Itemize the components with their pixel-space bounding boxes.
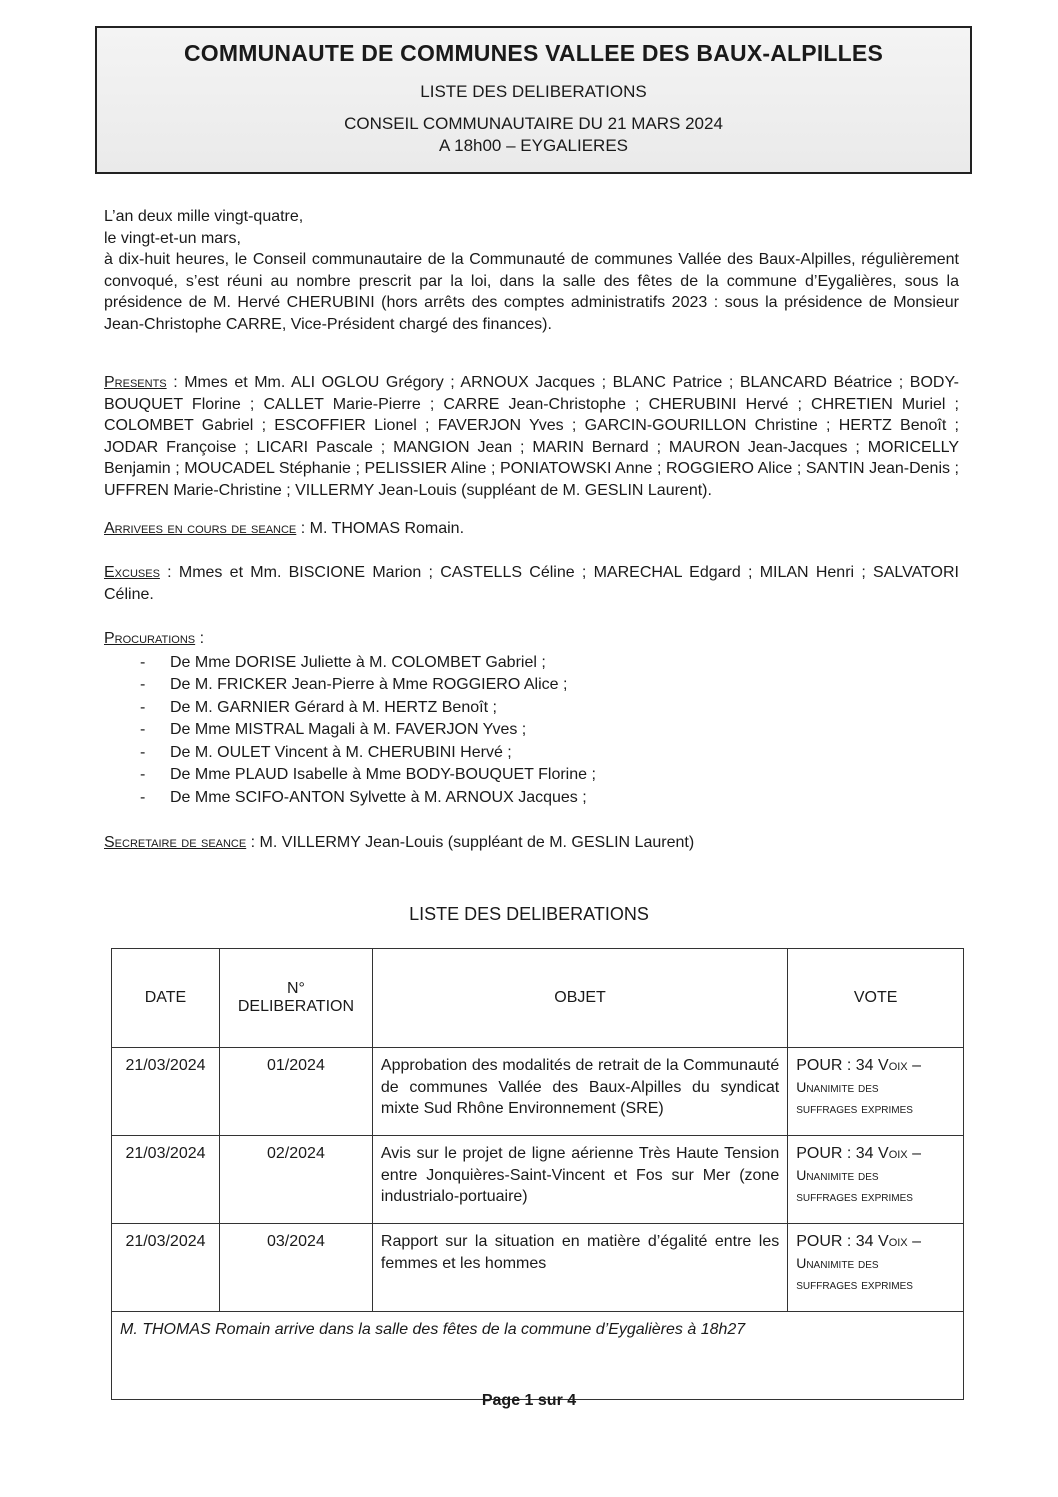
intro-paragraph: à dix-huit heures, le Conseil communautaire de la Communauté de communes Vallée des Baux-Alpilles, régulièrement convoqué, s’est réuni au nombre prescrit par la loi, dans la salle des fêtes de la commune d’Eygalières, sous la présidence de M. Hervé CHERUBINI (hors arrêts des comptes administratifs 2023 : sous la présidence de Monsieur Jean-Christophe CARRE, Vice-Président chargé des finances).: [104, 251, 959, 333]
presents-label: Presents: [104, 374, 167, 391]
excuses-section: [104, 562, 959, 605]
bullet-dash: -: [140, 721, 146, 738]
list-item: - De M. FRICKER Jean-Pierre à Mme ROGGIERO Alice ;: [104, 674, 959, 697]
cell-vote: POUR : 34 Voix – Unanimite des suffrages exprimes: [788, 1048, 964, 1136]
header-vote: VOTE: [788, 949, 964, 1048]
header-date: DATE: [112, 949, 220, 1048]
secretaire-label: Secretaire de seance: [104, 834, 247, 851]
list-item: - De M. GARNIER Gérard à M. HERTZ Benoît ;: [104, 697, 959, 720]
procurations-section: [104, 628, 959, 809]
list-item: - De Mme DORISE Juliette à M. COLOMBET Gabriel ;: [104, 652, 959, 675]
bullet-dash: -: [140, 766, 146, 783]
table-header-row: [112, 949, 964, 1048]
cell-num: 02/2024: [219, 1136, 372, 1224]
presents-list: : Mmes et Mm. ALI OGLOU Grégory ; ARNOUX Jacques ; BLANC Patrice ; BLANCARD Béatrice ; BODY-BOUQUET Florine ; CALLET Marie-Pierre ; CARRE Jean-Christophe ; CHERUBINI Hervé ; CHRETIEN Muriel ; COLOMBET Gabriel ; ESCOFFIER Lionel ; FAVERJON Yves ; GARCIN-GOURILLON Christine ; HERTZ Benoît ; JODAR Françoise ; LICARI Pascale ; MANGION Jean ; MARIN Bernard ; MAURON Jean-Jacques ; MORICELLY Benjamin ; MOUCADEL Stéphanie ; PELISSIER Aline ; PONIATOWSKI Anne ; ROGGIERO Alice ; SANTIN Jean-Denis ; UFFREN Marie-Christine ; VILLERMY Jean-Louis (suppléant de M. GESLIN Laurent).: [104, 374, 959, 499]
bullet-dash: -: [140, 743, 146, 761]
document-header: [95, 26, 972, 174]
list-item: - De Mme PLAUD Isabelle à Mme BODY-BOUQUET Florine ;: [104, 764, 959, 787]
document-subtitle: LISTE DES DELIBERATIONS: [420, 82, 647, 101]
procurations-list: [104, 652, 959, 810]
presents-section: [104, 372, 959, 501]
excuses-label: Excuses: [104, 564, 160, 581]
intro-line-day: le vingt-et-un mars,: [104, 229, 241, 247]
arrivees-label: Arrivees en cours de seance: [104, 520, 297, 537]
table-note-row: [112, 1312, 964, 1400]
list-item: - De Mme MISTRAL Magali à M. FAVERJON Yves ;: [104, 719, 959, 742]
table-row: [112, 1048, 964, 1136]
meeting-time-place: A 18h00 – EYGALIERES: [438, 136, 628, 155]
arrival-note: M. THOMAS Romain arrive dans la salle des fêtes de la commune d’Eygalières à 18h27: [112, 1312, 964, 1400]
excuses-text: : Mmes et Mm. BISCIONE Marion ; CASTELLS Céline ; MARECHAL Edgard ; MILAN Henri ; SALVATORI Céline.: [104, 564, 959, 603]
cell-vote: POUR : 34 Voix – Unanimite des suffrages exprimes: [788, 1136, 964, 1224]
procurations-label: Procurations: [104, 630, 196, 647]
procurations-suffix: :: [195, 630, 205, 647]
meeting-title: CONSEIL COMMUNAUTAIRE DU 21 MARS 2024: [344, 114, 723, 133]
arrivees-section: [104, 518, 959, 540]
cell-num: 01/2024: [219, 1048, 372, 1136]
cell-objet: Approbation des modalités de retrait de la Communauté de communes Vallée des Baux-Alpilles du syndicat mixte Sud Rhône Environnement (SRE): [372, 1048, 787, 1136]
bullet-dash: -: [140, 653, 146, 671]
intro-line-year: L’an deux mille vingt-quatre,: [104, 208, 304, 225]
deliberations-table: [111, 948, 964, 1400]
header-objet: OBJET: [372, 949, 787, 1048]
table-row: [112, 1224, 964, 1312]
cell-num: 03/2024: [219, 1224, 372, 1312]
bullet-dash: -: [140, 676, 146, 693]
secretaire-section: [104, 832, 959, 854]
cell-date: 21/03/2024: [112, 1048, 220, 1136]
intro-section: [104, 206, 959, 335]
header-num: N° DELIBERATION: [219, 949, 372, 1048]
bullet-dash: -: [140, 788, 146, 806]
cell-date: 21/03/2024: [112, 1136, 220, 1224]
list-item: - De Mme SCIFO-ANTON Sylvette à M. ARNOUX Jacques ;: [104, 787, 959, 810]
bullet-dash: -: [140, 698, 146, 716]
deliberations-title: LISTE DES DELIBERATIONS: [409, 904, 649, 924]
table-row: [112, 1136, 964, 1224]
cell-objet: Rapport sur la situation en matière d’égalité entre les femmes et les hommes: [372, 1224, 787, 1312]
list-item: - De M. OULET Vincent à M. CHERUBINI Hervé ;: [104, 742, 959, 765]
arrivees-text: : M. THOMAS Romain.: [296, 520, 465, 537]
cell-vote: POUR : 34 Voix – Unanimite des suffrages exprimes: [788, 1224, 964, 1312]
secretaire-text: : M. VILLERMY Jean-Louis (suppléant de M. GESLIN Laurent): [246, 834, 695, 851]
cell-date: 21/03/2024: [112, 1224, 220, 1312]
document-title: COMMUNAUTE DE COMMUNES VALLEE DES BAUX-ALPILLES: [184, 40, 883, 66]
page-number: Page 1 sur 4: [481, 1392, 577, 1409]
cell-objet: Avis sur le projet de ligne aérienne Très Haute Tension entre Jonquières-Saint-Vincent et Fos sur Mer (zone industrialo-portuaire): [372, 1136, 787, 1224]
